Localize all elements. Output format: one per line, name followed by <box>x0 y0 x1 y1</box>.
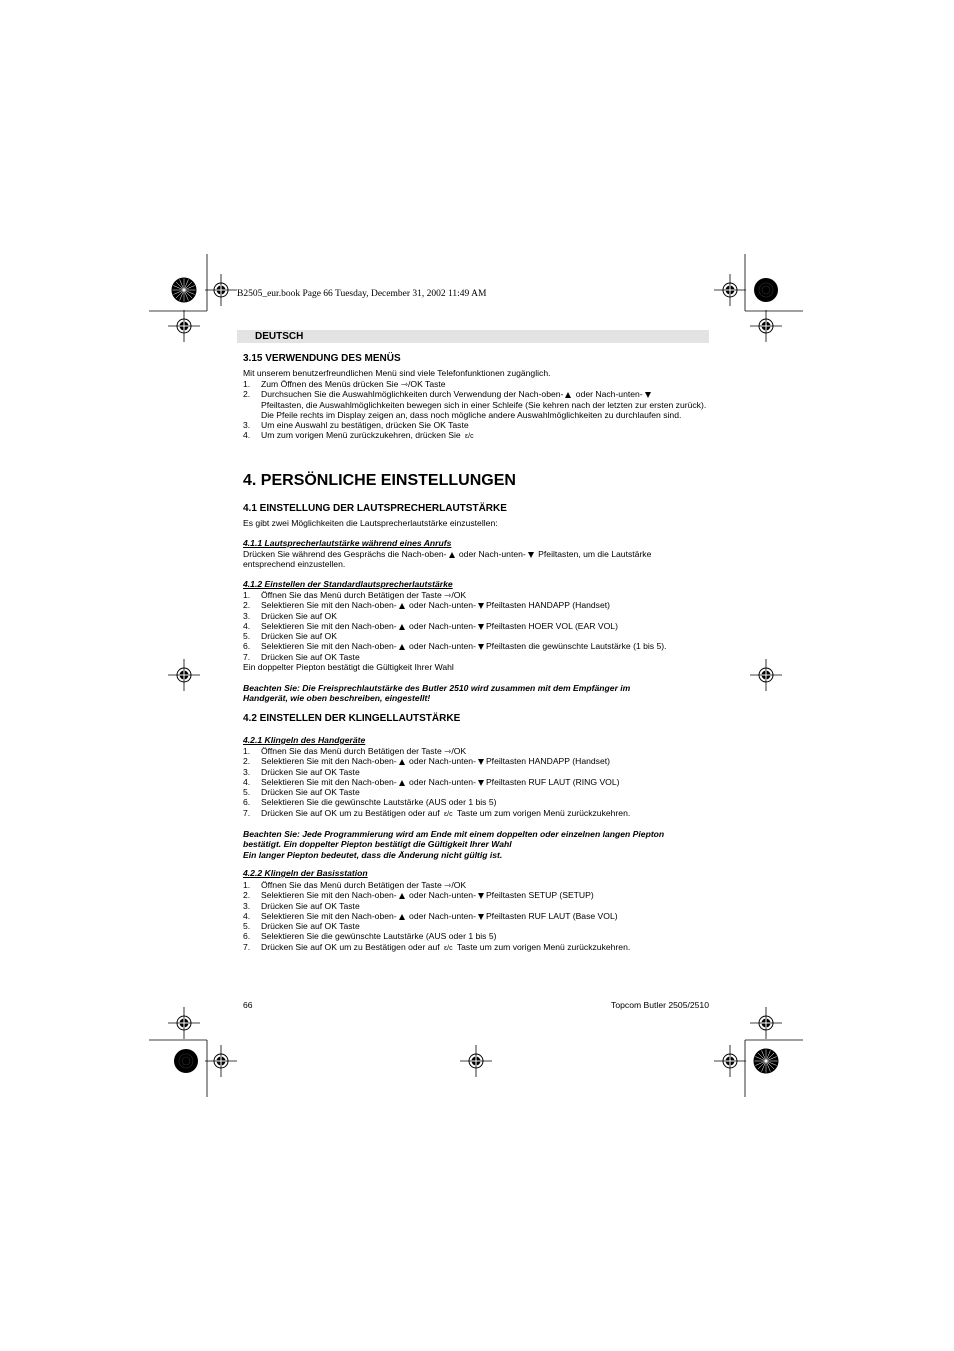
subsection-4-2-1-title: 4.2.1 Klingeln des Handgeräte <box>243 735 366 745</box>
subsection-4-2-2-title: 4.2.2 Klingeln der Basisstation <box>243 868 368 878</box>
subsection-4-1-1-text: Drücken Sie während des Gesprächs die Nach-oben- oder Nach-unten- Pfeiltasten, um die Lautstärke entsprechend einzustellen. <box>243 549 652 570</box>
section-3-15-steps <box>243 379 709 443</box>
subsection-4-1-1-title: 4.1.1 Lautsprecherlautstärke während eines Anrufs <box>243 538 452 548</box>
arrow-down-icon <box>478 644 484 650</box>
arrow-up-icon <box>565 392 571 398</box>
print-header-line: B2505_eur.book Page 66 Tuesday, December 31, 2002 11:49 AM <box>237 289 487 299</box>
section-4-1-intro: Es gibt zwei Möglichkeiten die Lautsprecherlautstärke einzustellen: <box>243 518 498 528</box>
arrow-up-icon <box>399 603 405 609</box>
subsection-4-2-2-steps <box>243 880 630 954</box>
arrow-down-icon <box>478 624 484 630</box>
list-item: 3. Drücken Sie auf OK <box>243 610 337 621</box>
menu-key-icon: ⇾ <box>444 590 452 600</box>
footer-product: Topcom Butler 2505/2510 <box>611 1000 709 1010</box>
list-item: 1. Zum Öffnen des Menüs drücken Sie ⇾/OK Taste <box>243 379 446 389</box>
list-item: 3. Drücken Sie auf OK Taste <box>243 766 360 777</box>
ec-key-icon: ε/c <box>465 433 474 441</box>
list-item: 4. Um zum vorigen Menü zurückzukehren, drücken Sie ε/c <box>243 430 474 441</box>
list-item: 5. Drücken Sie auf OK <box>243 631 337 642</box>
list-item: 4. Selektieren Sie mit den Nach-oben- oder Nach-unten- Pfeiltasten RUF LAUT (RING VOL) <box>243 776 620 787</box>
list-item: 7. Drücken Sie auf OK um zu Bestätigen oder auf ε/c Taste um zum vorigen Menü zurückzukehren. <box>243 807 631 818</box>
list-item: 6. Selektieren Sie die gewünschte Lautstärke (AUS oder 1 bis 5) <box>243 797 497 808</box>
confirm-text: Ein doppelter Piepton bestätigt die Gültigkeit Ihrer Wahl <box>243 662 454 672</box>
arrow-down-icon <box>478 893 484 899</box>
arrow-down-icon <box>478 759 484 765</box>
arrow-up-icon <box>399 644 405 650</box>
list-item: 2. Selektieren Sie mit den Nach-oben- oder Nach-unten- Pfeiltasten HANDAPP (Handset) <box>243 600 610 611</box>
list-item: 6. Selektieren Sie die gewünschte Lautstärke (AUS oder 1 bis 5) <box>243 931 497 942</box>
arrow-down-icon <box>478 914 484 920</box>
arrow-up-icon <box>399 759 405 765</box>
section-3-15-title: 3.15 VERWENDUNG DES MENÜS <box>243 353 401 364</box>
arrow-up-icon <box>449 552 455 558</box>
subsection-4-1-2-steps <box>243 590 667 662</box>
list-item: 7. Drücken Sie auf OK Taste <box>243 651 360 662</box>
list-item: 6. Selektieren Sie mit den Nach-oben- oder Nach-unten- Pfeiltasten die gewünschte Lautstärke (1 bis 5). <box>243 641 667 652</box>
list-item: 2. Durchsuchen Sie die Auswahlmöglichkeiten durch Verwendung der Nach-oben- oder Nach-unten- Pfeiltasten, die Auswahlmöglichkeiten bewegen sich in einer Schleife (Sie kehren nach der letzten zur ersten zurück). Die Pfeile rechts im Display zeigen an, dass noch mögliche andere Auswahlmöglichkeiten zu durchlaufen sind. <box>243 389 707 420</box>
list-item: 7. Drücken Sie auf OK um zu Bestätigen oder auf ε/c Taste um zum vorigen Menü zurückzukehren. <box>243 941 631 952</box>
arrow-down-icon <box>528 552 534 558</box>
arrow-up-icon <box>399 914 405 920</box>
note-4-1: Beachten Sie: Die Freisprechlautstärke des Butler 2510 wird zusammen mit dem Empfänger im Handgerät, wie oben beschreiben, eingestellt! <box>243 683 631 704</box>
menu-key-icon: ⇾ <box>400 379 409 389</box>
arrow-up-icon <box>399 780 405 786</box>
menu-key-icon: ⇾ <box>444 880 452 890</box>
list-item: 2. Selektieren Sie mit den Nach-oben- oder Nach-unten- Pfeiltasten SETUP (SETUP) <box>243 890 594 901</box>
menu-key-icon: ⇾ <box>444 746 452 756</box>
section-3-15-intro: Mit unserem benutzerfreundlichen Menü sind viele Telefonfunktionen zugänglich. <box>243 368 551 378</box>
list-item: 4. Selektieren Sie mit den Nach-oben- oder Nach-unten- Pfeiltasten HOER VOL (EAR VOL) <box>243 620 618 631</box>
list-item: 1. Öffnen Sie das Menü durch Betätigen der Taste ⇾/OK <box>243 746 467 756</box>
list-item: 5. Drücken Sie auf OK Taste <box>243 921 360 932</box>
note-4-2: Beachten Sie: Jede Programmierung wird am Ende mit einem doppelten oder einzelnen langen Piepton bestätigt. Ein doppelter Piepton bestätigt die Gültigkeit Ihrer Wahl Ein langer Piepton bedeutet, dass die Änderung nicht gültig ist. <box>243 829 665 860</box>
section-4-1-title: 4.1 EINSTELLUNG DER LAUTSPRECHERLAUTSTÄRKE <box>243 503 507 514</box>
arrow-up-icon <box>399 624 405 630</box>
page-number: 66 <box>243 1000 253 1010</box>
arrow-up-icon <box>399 893 405 899</box>
arrow-down-icon <box>645 392 651 398</box>
list-item: 1. Öffnen Sie das Menü durch Betätigen der Taste ⇾/OK <box>243 880 467 890</box>
language-bar: DEUTSCH <box>237 330 709 343</box>
list-item: 3. Um eine Auswahl zu bestätigen, drücken Sie OK Taste <box>243 420 469 431</box>
subsection-4-2-1-steps <box>243 746 630 820</box>
subsection-4-1-2-title: 4.1.2 Einstellen der Standardlautsprecherlautstärke <box>243 579 453 589</box>
list-item: 4. Selektieren Sie mit den Nach-oben- oder Nach-unten- Pfeiltasten RUF LAUT (Base VOL) <box>243 910 618 921</box>
arrow-down-icon <box>478 780 484 786</box>
list-item: 5. Drücken Sie auf OK Taste <box>243 787 360 798</box>
list-item: 2. Selektieren Sie mit den Nach-oben- oder Nach-unten- Pfeiltasten HANDAPP (Handset) <box>243 756 610 767</box>
ec-key-icon: ε/c <box>444 944 453 952</box>
arrow-down-icon <box>478 603 484 609</box>
list-item: 3. Drücken Sie auf OK Taste <box>243 900 360 911</box>
list-item: 1. Öffnen Sie das Menü durch Betätigen der Taste ⇾/OK <box>243 590 467 600</box>
ec-key-icon: ε/c <box>444 810 453 818</box>
chapter-title: 4. PERSÖNLICHE EINSTELLUNGEN <box>243 472 516 489</box>
section-4-2-title: 4.2 EINSTELLEN DER KLINGELLAUTSTÄRKE <box>243 713 461 724</box>
